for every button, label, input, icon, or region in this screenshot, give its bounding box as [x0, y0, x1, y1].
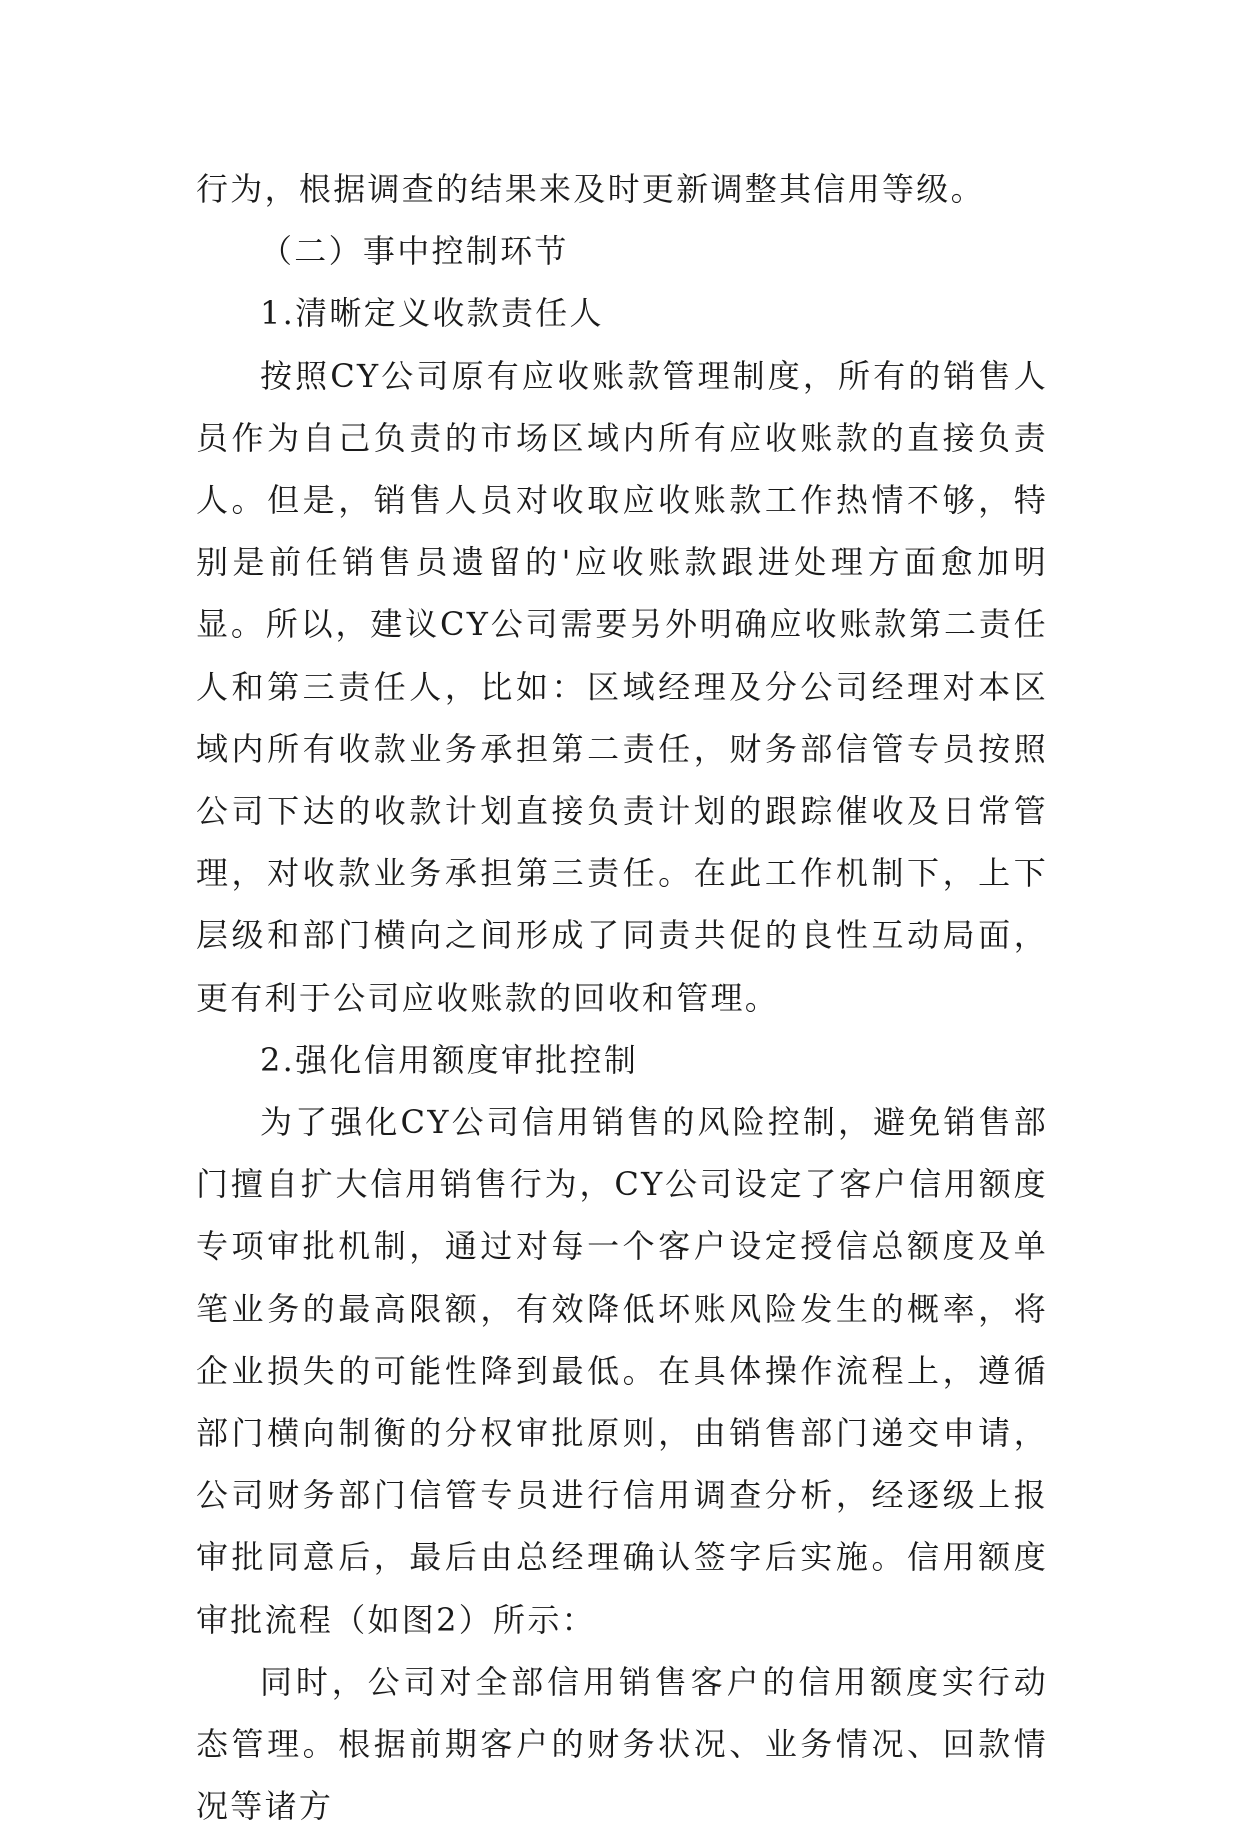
- paragraph-dynamic-management: 同时，公司对全部信用销售客户的信用额度实行动态管理。根据前期客户的财务状况、业务情况、回款情况等诸方: [196, 1662, 1048, 1826]
- subsection-heading-1: 1.清晰定义收款责任人: [260, 294, 604, 333]
- paragraph-collection-responsibility: 按照CY公司原有应收账款管理制度，所有的销售人员作为自己负责的市场区域内所有应收账款的直接负责人。但是，销售人员对收取应收账款工作热情不够，特别是前任销售员遗留的'应收账款跟进处理方面愈加明显。所以，建议CY公司需要另外明确应收账款第二责任人和第三责任人，比如：区域经理及分公司经理对本区域内所有收款业务承担第二责任，财务部信管专员按照公司下达的收款计划直接负责计划的跟踪催收及日常管理，对收款业务承担第三责任。在此工作机制下，上下层级和部门横向之间形成了同责共促的良性互动局面，更有利于公司应收账款的回收和管理。: [196, 356, 1048, 1017]
- body-text: [196, 158, 1048, 1837]
- paragraph-credit-approval: 为了强化CY公司信用销售的风险控制，避免销售部门擅自扩大信用销售行为，CY公司设定了客户信用额度专项审批机制，通过对每一个客户设定授信总额度及单笔业务的最高限额，有效降低坏账风险发生的概率，将企业损失的可能性降到最低。在具体操作流程上，遵循部门横向制衡的分权审批原则，由销售部门递交申请，公司财务部门信管专员进行信用调查分析，经逐级上报审批同意后，最后由总经理确认签字后实施。信用额度审批流程（如图2）所示：: [196, 1103, 1048, 1639]
- section-heading: （二）事中控制环节: [260, 232, 569, 271]
- paragraph-continuation: 行为，根据调查的结果来及时更新调整其信用等级。: [196, 170, 985, 208]
- subsection-heading-2: 2.强化信用额度审批控制: [260, 1040, 639, 1079]
